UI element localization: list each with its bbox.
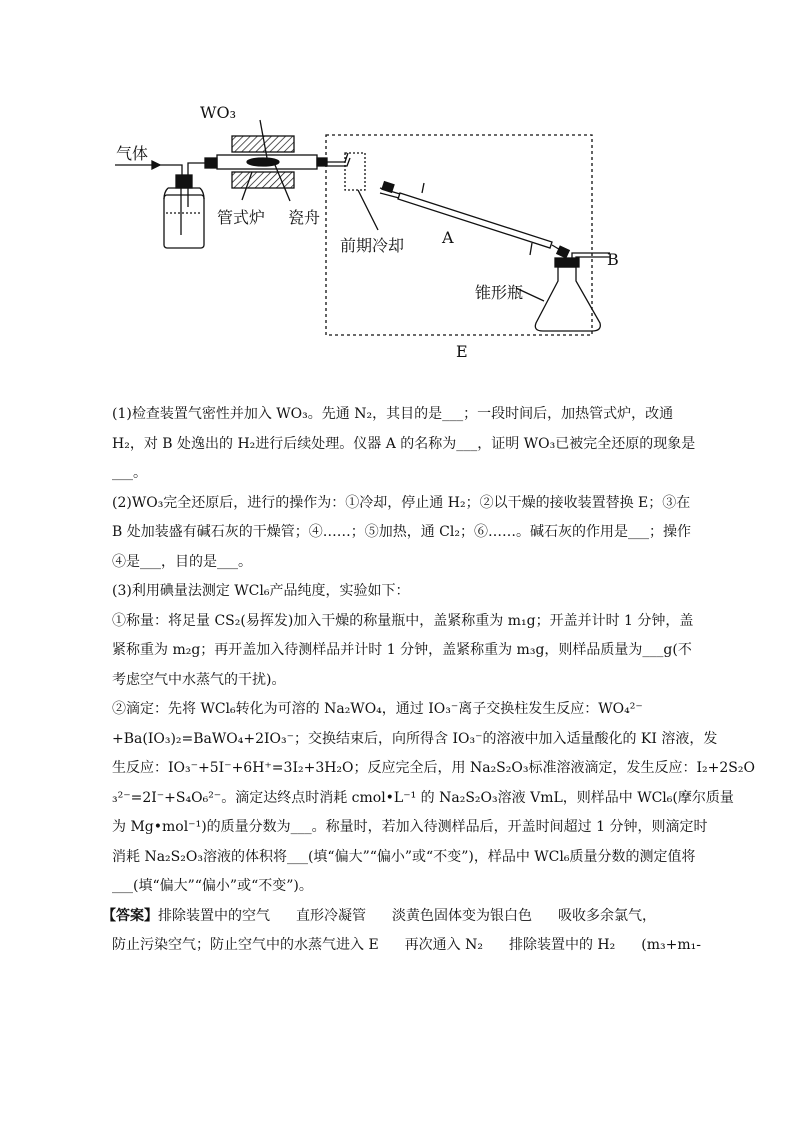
answer-4: 吸收多余氯气， [558, 907, 656, 924]
q3-line-5: ②滴定：先将 WCl₆转化为可溶的 Na₂WO₄，通过 IO₃⁻离子交换柱发生反应：WO₄²⁻ [112, 701, 643, 717]
answer-1: 排除装置中的空气 [158, 907, 270, 924]
answer-8: (m₃+m₁- [641, 937, 701, 953]
q1-line-1: (1)检查装置气密性并加入 WO₃。先通 N₂，其目的是___；一段时间后，加热管式炉，改通 [112, 406, 674, 422]
q1-line-3: ___。 [112, 465, 147, 481]
precool-section [345, 153, 365, 190]
conical-flask [535, 267, 600, 331]
outlet-b-label: B [607, 250, 619, 269]
q1-line-2: H₂，对 B 处逸出的 H₂进行后续处理。仪器 A 的名称为___，证明 WO₃已被完全还原的现象是 [112, 435, 696, 452]
q2-line-3: ④是___，目的是___。 [112, 553, 252, 570]
q3-line-3: 紧称重为 m₂g；再开盖加入待测样品并计时 1 分钟，盖紧称重为 m₃g，则样品质量为___g(不 [112, 642, 692, 658]
answer-line-1 [102, 902, 682, 932]
box-e-label: E [456, 342, 468, 361]
answer-5: 防止污染空气；防止空气中的水蒸气进入 E [112, 937, 379, 953]
q3-line-8: ₃²⁻=2I⁻+S₄O₆²⁻。滴定达终点时消耗 cmol•L⁻¹ 的 Na₂S₂O₃溶液 VmL，则样品中 WCl₆(摩尔质量 [112, 789, 734, 806]
condenser [398, 193, 552, 248]
q3-line-10: 消耗 Na₂S₂O₃溶液的体积将___(填“偏大”“偏小”或“不变”)，样品中 WCl₆质量分数的测定值将 [112, 848, 696, 865]
gas-label: 气体 [116, 144, 149, 163]
answer-3: 淡黄色固体变为银白色 [392, 907, 532, 924]
q2-line-1: (2)WO₃完全还原后，进行的操作为：①冷却，停止通 H₂；②以干燥的接收装置替换 E；③在 [112, 494, 691, 511]
bottle-stopper [176, 175, 192, 188]
furnace-bottom [232, 172, 294, 188]
answer-2: 直形冷凝管 [296, 907, 366, 924]
answer-tag: 【答案】 [102, 907, 158, 924]
question-text [102, 400, 755, 961]
precool-label: 前期冷却 [340, 236, 405, 255]
boat-label: 瓷舟 [288, 208, 321, 227]
flask-stopper [555, 258, 579, 267]
q3-line-6: +Ba(IO₃)₂=BaWO₄+2IO₃⁻；交换结束后，向所得含 IO₃⁻的溶液中加入适量酸化的 KI 溶液，发 [112, 730, 718, 747]
q3-line-4: 考虑空气中水蒸气的干扰)。 [112, 671, 286, 688]
apparatus-diagram [100, 95, 660, 370]
condenser-a-label: A [442, 228, 454, 247]
gas-arrowhead [152, 161, 160, 169]
wash-bottle [164, 195, 204, 248]
answer-6: 再次通入 N₂ [404, 937, 483, 953]
furnace-label: 管式炉 [217, 208, 266, 227]
answer-line-2 [112, 931, 701, 961]
flask-label: 锥形瓶 [475, 283, 524, 302]
answer-7: 排除装置中的 H₂ [508, 937, 616, 953]
wo3-label: WO₃ [200, 103, 236, 122]
porcelain-boat [247, 158, 279, 166]
q2-line-2: B 处加装盛有碱石灰的干燥管；④……；⑤加热，通 Cl₂；⑥……。碱石灰的作用是___；操作 [112, 524, 691, 540]
q3-line-9: 为 Mg•mol⁻¹)的质量分数为___。称量时，若加入待测样品后，开盖时间超过 1 分钟，则滴定时 [112, 819, 708, 835]
q3-line-1: (3)利用碘量法测定 WCl₆产品纯度，实验如下： [112, 583, 410, 599]
q3-line-2: ①称量：将足量 CS₂(易挥发)加入干燥的称量瓶中，盖紧称重为 m₁g；开盖并计时 1 分钟，盖 [112, 612, 694, 629]
q3-line-11: ___(填“偏大”“偏小”或“不变”)。 [112, 878, 313, 894]
q3-line-7: 生反应：IO₃⁻+5I⁻+6H⁺=3I₂+3H₂O；反应完全后，用 Na₂S₂O₃标准溶液滴定，发生反应：I₂+2S₂O [112, 760, 755, 776]
